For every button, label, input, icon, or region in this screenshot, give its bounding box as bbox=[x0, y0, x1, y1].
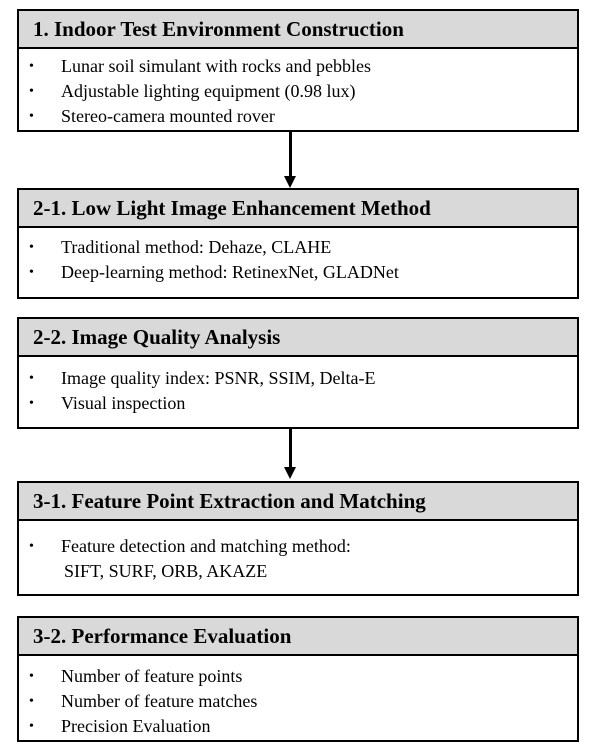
list-item bbox=[19, 664, 577, 689]
step-box-environment bbox=[17, 9, 579, 132]
list-item-text: Number of feature matches bbox=[61, 691, 258, 711]
step-item-list bbox=[19, 228, 577, 285]
bullet-icon: • bbox=[29, 59, 34, 74]
step-box-feature-matching bbox=[17, 481, 579, 596]
list-item-text: Stereo-camera mounted rover bbox=[61, 106, 275, 126]
list-item-text: Number of feature points bbox=[61, 666, 243, 686]
bullet-icon: • bbox=[29, 539, 34, 554]
bullet-icon: • bbox=[29, 240, 34, 255]
list-item-text: Adjustable lighting equipment (0.98 lux) bbox=[61, 81, 356, 101]
step-item-list bbox=[19, 357, 577, 416]
list-item-continuation: SIFT, SURF, ORB, AKAZE bbox=[64, 561, 268, 581]
step-title: 2-2. Image Quality Analysis bbox=[19, 319, 577, 357]
list-item bbox=[19, 79, 577, 104]
list-item bbox=[19, 260, 577, 285]
list-item-text: Image quality index: PSNR, SSIM, Delta-E bbox=[61, 368, 376, 388]
list-item bbox=[19, 714, 577, 739]
step-box-quality-analysis bbox=[17, 317, 579, 429]
bullet-icon: • bbox=[29, 109, 34, 124]
arrow-down-icon bbox=[284, 467, 296, 479]
list-item-text: Traditional method: Dehaze, CLAHE bbox=[61, 237, 332, 257]
bullet-icon: • bbox=[29, 265, 34, 280]
bullet-icon: • bbox=[29, 371, 34, 386]
step-item-list bbox=[19, 49, 577, 129]
step-item-list bbox=[19, 656, 577, 739]
list-item bbox=[19, 366, 577, 391]
bullet-icon: • bbox=[29, 84, 34, 99]
list-item bbox=[19, 689, 577, 714]
flow-arrow-shaft bbox=[289, 132, 292, 177]
list-item bbox=[19, 235, 577, 260]
list-item-text: Visual inspection bbox=[61, 393, 186, 413]
bullet-icon: • bbox=[29, 719, 34, 734]
step-box-performance bbox=[17, 616, 579, 742]
list-item-text: Lunar soil simulant with rocks and pebbles bbox=[61, 56, 371, 76]
bullet-icon: • bbox=[29, 396, 34, 411]
list-item bbox=[19, 534, 577, 559]
step-title: 1. Indoor Test Environment Construction bbox=[19, 11, 577, 49]
list-item bbox=[19, 54, 577, 79]
list-item bbox=[19, 391, 577, 416]
step-title: 3-2. Performance Evaluation bbox=[19, 618, 577, 656]
arrow-down-icon bbox=[284, 176, 296, 188]
list-item-text: Precision Evaluation bbox=[61, 716, 211, 736]
step-box-enhancement bbox=[17, 188, 579, 299]
list-item bbox=[19, 104, 577, 129]
step-title: 2-1. Low Light Image Enhancement Method bbox=[19, 190, 577, 228]
flow-arrow-shaft bbox=[289, 429, 292, 468]
step-item-list bbox=[19, 521, 577, 584]
step-title: 3-1. Feature Point Extraction and Matching bbox=[19, 483, 577, 521]
bullet-icon: • bbox=[29, 694, 34, 709]
list-item-text: Feature detection and matching method: bbox=[61, 536, 351, 556]
list-item-text: Deep-learning method: RetinexNet, GLADNet bbox=[61, 262, 399, 282]
bullet-icon: • bbox=[29, 669, 34, 684]
